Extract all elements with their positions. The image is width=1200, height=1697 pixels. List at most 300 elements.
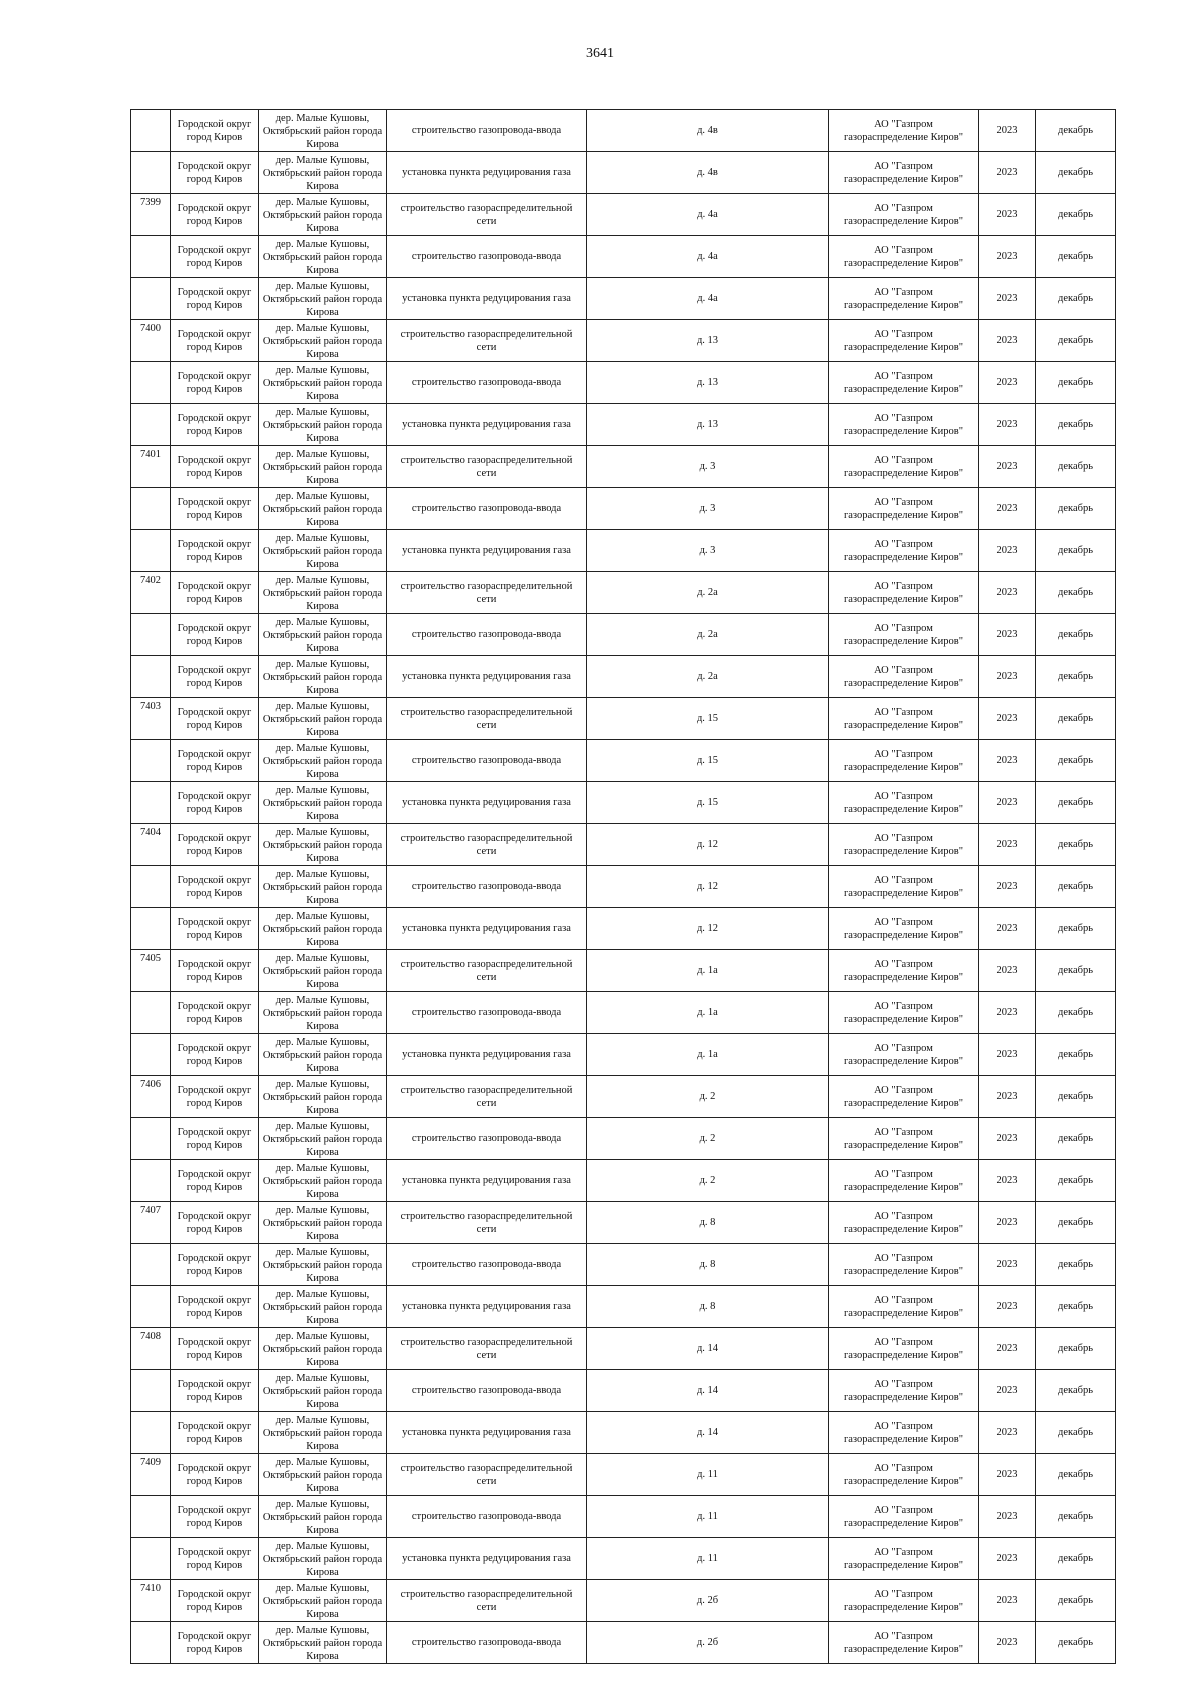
work-type-cell-text: строительство газопровода-ввода xyxy=(411,1637,562,1648)
work-type-cell xyxy=(387,446,587,488)
okrug-cell-text: Городской округ город Киров xyxy=(177,538,252,563)
locality-cell-text: дер. Малые Кушовы, Октябрьский район города Кирова xyxy=(262,1036,383,1074)
okrug-cell xyxy=(171,656,259,698)
year-cell-text: 2023 xyxy=(996,503,1018,514)
row-number-cell xyxy=(131,950,171,992)
executor-cell-text: АО "Газпром газораспределение Киров" xyxy=(843,412,964,437)
house-cell xyxy=(587,698,829,740)
house-cell xyxy=(587,362,829,404)
year-cell-text: 2023 xyxy=(996,335,1018,346)
year-cell-text: 2023 xyxy=(996,545,1018,556)
executor-cell xyxy=(829,488,979,530)
row-number-cell xyxy=(131,1076,171,1118)
table-body xyxy=(131,110,1116,1664)
table-row xyxy=(131,1286,1116,1328)
house-cell-text: д. 13 xyxy=(696,377,719,388)
executor-cell xyxy=(829,1118,979,1160)
locality-cell xyxy=(259,446,387,488)
locality-cell xyxy=(259,698,387,740)
okrug-cell xyxy=(171,1076,259,1118)
month-cell-text: декабрь xyxy=(1058,1427,1093,1438)
locality-cell xyxy=(259,572,387,614)
row-number-cell xyxy=(131,488,171,530)
work-type-cell-text: строительство газопровода-ввода xyxy=(411,1385,562,1396)
locality-cell-text: дер. Малые Кушовы, Октябрьский район города Кирова xyxy=(262,112,383,150)
okrug-cell xyxy=(171,866,259,908)
year-cell xyxy=(979,1496,1036,1538)
house-cell xyxy=(587,572,829,614)
table-row xyxy=(131,1160,1116,1202)
okrug-cell xyxy=(171,1244,259,1286)
house-cell-text: д. 1а xyxy=(697,1049,718,1060)
executor-cell xyxy=(829,236,979,278)
table-row xyxy=(131,1580,1116,1622)
okrug-cell xyxy=(171,1580,259,1622)
executor-cell xyxy=(829,740,979,782)
okrug-cell xyxy=(171,236,259,278)
year-cell xyxy=(979,1622,1036,1664)
locality-cell-text: дер. Малые Кушовы, Октябрьский район города Кирова xyxy=(262,616,383,654)
month-cell-text: декабрь xyxy=(1058,713,1093,724)
month-cell xyxy=(1036,1244,1116,1286)
executor-cell xyxy=(829,908,979,950)
locality-cell xyxy=(259,362,387,404)
work-type-cell-text: установка пункта редуцирования газа xyxy=(402,671,571,682)
executor-cell xyxy=(829,782,979,824)
row-number-cell-text: 7405 xyxy=(140,953,161,964)
table-row xyxy=(131,194,1116,236)
month-cell xyxy=(1036,1160,1116,1202)
okrug-cell-text: Городской округ город Киров xyxy=(177,244,252,269)
year-cell xyxy=(979,236,1036,278)
work-type-cell-text: строительство газораспределительной сети xyxy=(400,1588,573,1613)
okrug-cell-text: Городской округ город Киров xyxy=(177,1588,252,1613)
locality-cell-text: дер. Малые Кушовы, Октябрьский район города Кирова xyxy=(262,910,383,948)
okrug-cell xyxy=(171,1370,259,1412)
executor-cell-text: АО "Газпром газораспределение Киров" xyxy=(843,1252,964,1277)
locality-cell xyxy=(259,908,387,950)
year-cell-text: 2023 xyxy=(996,1259,1018,1270)
month-cell xyxy=(1036,656,1116,698)
month-cell-text: декабрь xyxy=(1058,1595,1093,1606)
row-number-cell xyxy=(131,530,171,572)
okrug-cell xyxy=(171,1034,259,1076)
month-cell-text: декабрь xyxy=(1058,1301,1093,1312)
work-type-cell xyxy=(387,236,587,278)
locality-cell xyxy=(259,1034,387,1076)
year-cell xyxy=(979,1202,1036,1244)
locality-cell-text: дер. Малые Кушовы, Октябрьский район города Кирова xyxy=(262,1624,383,1662)
locality-cell-text: дер. Малые Кушовы, Октябрьский район города Кирова xyxy=(262,868,383,906)
house-cell-text: д. 2а xyxy=(697,587,718,598)
row-number-cell xyxy=(131,1328,171,1370)
month-cell-text: декабрь xyxy=(1058,1175,1093,1186)
locality-cell-text: дер. Малые Кушовы, Октябрьский район города Кирова xyxy=(262,826,383,864)
row-number-cell-text: 7400 xyxy=(140,323,161,334)
locality-cell xyxy=(259,404,387,446)
executor-cell xyxy=(829,572,979,614)
locality-cell-text: дер. Малые Кушовы, Октябрьский район города Кирова xyxy=(262,1582,383,1620)
row-number-cell xyxy=(131,152,171,194)
row-number-cell xyxy=(131,824,171,866)
month-cell-text: декабрь xyxy=(1058,419,1093,430)
okrug-cell-text: Городской округ город Киров xyxy=(177,1210,252,1235)
month-cell xyxy=(1036,446,1116,488)
year-cell-text: 2023 xyxy=(996,965,1018,976)
locality-cell xyxy=(259,1244,387,1286)
work-type-cell-text: строительство газораспределительной сети xyxy=(400,1336,573,1361)
locality-cell xyxy=(259,1538,387,1580)
house-cell xyxy=(587,236,829,278)
locality-cell-text: дер. Малые Кушовы, Октябрьский район города Кирова xyxy=(262,238,383,276)
executor-cell xyxy=(829,1160,979,1202)
executor-cell-text: АО "Газпром газораспределение Киров" xyxy=(843,1504,964,1529)
okrug-cell-text: Городской округ город Киров xyxy=(177,1336,252,1361)
month-cell-text: декабрь xyxy=(1058,125,1093,136)
house-cell xyxy=(587,1202,829,1244)
locality-cell-text: дер. Малые Кушовы, Октябрьский район города Кирова xyxy=(262,280,383,318)
year-cell-text: 2023 xyxy=(996,587,1018,598)
table-row xyxy=(131,488,1116,530)
month-cell-text: декабрь xyxy=(1058,839,1093,850)
locality-cell-text: дер. Малые Кушовы, Октябрьский район города Кирова xyxy=(262,658,383,696)
locality-cell xyxy=(259,1580,387,1622)
month-cell-text: декабрь xyxy=(1058,377,1093,388)
locality-cell xyxy=(259,194,387,236)
work-type-cell xyxy=(387,1412,587,1454)
row-number-cell xyxy=(131,1454,171,1496)
executor-cell xyxy=(829,866,979,908)
month-cell xyxy=(1036,1454,1116,1496)
house-cell-text: д. 4в xyxy=(697,167,718,178)
okrug-cell xyxy=(171,320,259,362)
row-number-cell-text: 7406 xyxy=(140,1079,161,1090)
locality-cell xyxy=(259,866,387,908)
table-row xyxy=(131,1118,1116,1160)
year-cell xyxy=(979,110,1036,152)
row-number-cell-text: 7409 xyxy=(140,1457,161,1468)
okrug-cell-text: Городской округ город Киров xyxy=(177,748,252,773)
executor-cell-text: АО "Газпром газораспределение Киров" xyxy=(843,1462,964,1487)
okrug-cell xyxy=(171,572,259,614)
okrug-cell xyxy=(171,110,259,152)
row-number-cell-text: 7404 xyxy=(140,827,161,838)
year-cell-text: 2023 xyxy=(996,1133,1018,1144)
year-cell xyxy=(979,1160,1036,1202)
okrug-cell-text: Городской округ город Киров xyxy=(177,1294,252,1319)
table-row xyxy=(131,1076,1116,1118)
work-type-cell-text: установка пункта редуцирования газа xyxy=(402,545,571,556)
okrug-cell-text: Городской округ город Киров xyxy=(177,580,252,605)
row-number-cell xyxy=(131,1160,171,1202)
row-number-cell-text: 7410 xyxy=(140,1583,161,1594)
executor-cell-text: АО "Газпром газораспределение Киров" xyxy=(843,1546,964,1571)
year-cell-text: 2023 xyxy=(996,1469,1018,1480)
year-cell-text: 2023 xyxy=(996,1301,1018,1312)
locality-cell xyxy=(259,782,387,824)
year-cell xyxy=(979,1244,1036,1286)
year-cell xyxy=(979,866,1036,908)
month-cell-text: декабрь xyxy=(1058,251,1093,262)
table-row xyxy=(131,1244,1116,1286)
table-row xyxy=(131,1538,1116,1580)
row-number-cell xyxy=(131,1412,171,1454)
okrug-cell-text: Городской округ город Киров xyxy=(177,1546,252,1571)
executor-cell-text: АО "Газпром газораспределение Киров" xyxy=(843,328,964,353)
row-number-cell xyxy=(131,908,171,950)
year-cell-text: 2023 xyxy=(996,293,1018,304)
okrug-cell-text: Городской округ город Киров xyxy=(177,160,252,185)
executor-cell-text: АО "Газпром газораспределение Киров" xyxy=(843,1210,964,1235)
executor-cell-text: АО "Газпром газораспределение Киров" xyxy=(843,748,964,773)
locality-cell xyxy=(259,1496,387,1538)
house-cell xyxy=(587,1160,829,1202)
row-number-cell xyxy=(131,572,171,614)
house-cell-text: д. 8 xyxy=(699,1259,716,1270)
work-type-cell xyxy=(387,1244,587,1286)
okrug-cell xyxy=(171,1412,259,1454)
work-type-cell-text: строительство газопровода-ввода xyxy=(411,881,562,892)
year-cell-text: 2023 xyxy=(996,1595,1018,1606)
executor-cell-text: АО "Газпром газораспределение Киров" xyxy=(843,874,964,899)
year-cell xyxy=(979,320,1036,362)
table-row xyxy=(131,782,1116,824)
month-cell xyxy=(1036,1622,1116,1664)
locality-cell xyxy=(259,488,387,530)
month-cell-text: декабрь xyxy=(1058,209,1093,220)
okrug-cell-text: Городской округ город Киров xyxy=(177,1000,252,1025)
house-cell xyxy=(587,1328,829,1370)
row-number-cell xyxy=(131,1496,171,1538)
year-cell xyxy=(979,1580,1036,1622)
okrug-cell-text: Городской округ город Киров xyxy=(177,1420,252,1445)
work-type-cell-text: строительство газораспределительной сети xyxy=(400,202,573,227)
okrug-cell xyxy=(171,488,259,530)
month-cell xyxy=(1036,1202,1116,1244)
locality-cell-text: дер. Малые Кушовы, Октябрьский район города Кирова xyxy=(262,784,383,822)
month-cell-text: декабрь xyxy=(1058,1133,1093,1144)
executor-cell-text: АО "Газпром газораспределение Киров" xyxy=(843,1084,964,1109)
table-row xyxy=(131,362,1116,404)
house-cell-text: д. 14 xyxy=(696,1385,719,1396)
row-number-cell xyxy=(131,1370,171,1412)
table-row xyxy=(131,110,1116,152)
executor-cell xyxy=(829,992,979,1034)
executor-cell xyxy=(829,1454,979,1496)
work-type-cell-text: установка пункта редуцирования газа xyxy=(402,1301,571,1312)
table-row xyxy=(131,614,1116,656)
month-cell-text: декабрь xyxy=(1058,1049,1093,1060)
house-cell-text: д. 3 xyxy=(699,461,716,472)
year-cell-text: 2023 xyxy=(996,1427,1018,1438)
year-cell xyxy=(979,1412,1036,1454)
work-type-cell xyxy=(387,950,587,992)
locality-cell xyxy=(259,950,387,992)
work-type-cell xyxy=(387,572,587,614)
locality-cell-text: дер. Малые Кушовы, Октябрьский район города Кирова xyxy=(262,1540,383,1578)
month-cell-text: декабрь xyxy=(1058,545,1093,556)
locality-cell-text: дер. Малые Кушовы, Октябрьский район города Кирова xyxy=(262,1204,383,1242)
work-type-cell xyxy=(387,1454,587,1496)
house-cell xyxy=(587,1538,829,1580)
month-cell xyxy=(1036,1034,1116,1076)
table-row xyxy=(131,1202,1116,1244)
executor-cell xyxy=(829,278,979,320)
locality-cell xyxy=(259,236,387,278)
house-cell-text: д. 2 xyxy=(699,1133,716,1144)
year-cell xyxy=(979,950,1036,992)
month-cell xyxy=(1036,782,1116,824)
house-cell-text: д. 1а xyxy=(697,965,718,976)
executor-cell-text: АО "Газпром газораспределение Киров" xyxy=(843,202,964,227)
executor-cell xyxy=(829,1496,979,1538)
month-cell xyxy=(1036,320,1116,362)
locality-cell xyxy=(259,1118,387,1160)
executor-cell xyxy=(829,1244,979,1286)
work-type-cell xyxy=(387,488,587,530)
year-cell xyxy=(979,572,1036,614)
executor-cell xyxy=(829,698,979,740)
okrug-cell-text: Городской округ город Киров xyxy=(177,496,252,521)
year-cell xyxy=(979,698,1036,740)
executor-cell xyxy=(829,824,979,866)
okrug-cell xyxy=(171,1538,259,1580)
row-number-cell xyxy=(131,614,171,656)
executor-cell xyxy=(829,656,979,698)
okrug-cell-text: Городской округ город Киров xyxy=(177,202,252,227)
okrug-cell-text: Городской округ город Киров xyxy=(177,328,252,353)
locality-cell xyxy=(259,1622,387,1664)
house-cell-text: д. 2 xyxy=(699,1091,716,1102)
table-row xyxy=(131,530,1116,572)
table-row xyxy=(131,236,1116,278)
year-cell xyxy=(979,908,1036,950)
house-cell-text: д. 3 xyxy=(699,503,716,514)
work-type-cell-text: строительство газораспределительной сети xyxy=(400,1210,573,1235)
table-row xyxy=(131,992,1116,1034)
month-cell xyxy=(1036,1328,1116,1370)
month-cell xyxy=(1036,1286,1116,1328)
house-cell-text: д. 14 xyxy=(696,1427,719,1438)
work-type-cell-text: строительство газопровода-ввода xyxy=(411,1133,562,1144)
locality-cell-text: дер. Малые Кушовы, Октябрьский район города Кирова xyxy=(262,1414,383,1452)
work-type-cell xyxy=(387,1496,587,1538)
month-cell-text: декабрь xyxy=(1058,1343,1093,1354)
executor-cell xyxy=(829,1538,979,1580)
locality-cell xyxy=(259,992,387,1034)
okrug-cell-text: Городской округ город Киров xyxy=(177,370,252,395)
okrug-cell xyxy=(171,824,259,866)
year-cell xyxy=(979,656,1036,698)
okrug-cell xyxy=(171,740,259,782)
row-number-cell-text: 7403 xyxy=(140,701,161,712)
okrug-cell-text: Городской округ город Киров xyxy=(177,1378,252,1403)
month-cell xyxy=(1036,1412,1116,1454)
year-cell xyxy=(979,740,1036,782)
executor-cell-text: АО "Газпром газораспределение Киров" xyxy=(843,832,964,857)
month-cell-text: декабрь xyxy=(1058,335,1093,346)
work-type-cell-text: строительство газопровода-ввода xyxy=(411,1259,562,1270)
month-cell-text: декабрь xyxy=(1058,1091,1093,1102)
locality-cell xyxy=(259,740,387,782)
table-row xyxy=(131,698,1116,740)
work-type-cell xyxy=(387,1202,587,1244)
locality-cell xyxy=(259,278,387,320)
work-type-cell xyxy=(387,1076,587,1118)
locality-cell-text: дер. Малые Кушовы, Октябрьский район города Кирова xyxy=(262,322,383,360)
work-type-cell xyxy=(387,152,587,194)
month-cell xyxy=(1036,866,1116,908)
month-cell xyxy=(1036,614,1116,656)
work-type-cell-text: строительство газораспределительной сети xyxy=(400,328,573,353)
executor-cell xyxy=(829,1328,979,1370)
house-cell xyxy=(587,1034,829,1076)
month-cell-text: декабрь xyxy=(1058,755,1093,766)
month-cell-text: декабрь xyxy=(1058,587,1093,598)
table-row xyxy=(131,950,1116,992)
work-type-cell-text: строительство газораспределительной сети xyxy=(400,580,573,605)
year-cell-text: 2023 xyxy=(996,839,1018,850)
row-number-cell xyxy=(131,404,171,446)
locality-cell xyxy=(259,1076,387,1118)
work-type-cell xyxy=(387,1286,587,1328)
executor-cell xyxy=(829,1202,979,1244)
work-type-cell xyxy=(387,614,587,656)
month-cell xyxy=(1036,1118,1116,1160)
house-cell xyxy=(587,656,829,698)
executor-cell-text: АО "Газпром газораспределение Киров" xyxy=(843,580,964,605)
month-cell-text: декабрь xyxy=(1058,1007,1093,1018)
work-type-cell xyxy=(387,1622,587,1664)
work-type-cell xyxy=(387,530,587,572)
work-type-cell-text: установка пункта редуцирования газа xyxy=(402,293,571,304)
work-type-cell xyxy=(387,320,587,362)
work-type-cell-text: установка пункта редуцирования газа xyxy=(402,1049,571,1060)
house-cell-text: д. 2б xyxy=(696,1595,719,1606)
house-cell xyxy=(587,194,829,236)
month-cell-text: декабрь xyxy=(1058,1259,1093,1270)
year-cell xyxy=(979,1370,1036,1412)
executor-cell-text: АО "Газпром газораспределение Киров" xyxy=(843,622,964,647)
table-row xyxy=(131,908,1116,950)
house-cell xyxy=(587,320,829,362)
table-row xyxy=(131,824,1116,866)
locality-cell-text: дер. Малые Кушовы, Октябрьский район города Кирова xyxy=(262,700,383,738)
locality-cell-text: дер. Малые Кушовы, Октябрьский район города Кирова xyxy=(262,1498,383,1536)
executor-cell xyxy=(829,194,979,236)
row-number-cell xyxy=(131,1202,171,1244)
work-type-cell-text: строительство газораспределительной сети xyxy=(400,454,573,479)
work-type-cell xyxy=(387,1328,587,1370)
row-number-cell xyxy=(131,1538,171,1580)
locality-cell-text: дер. Малые Кушовы, Октябрьский район города Кирова xyxy=(262,574,383,612)
year-cell xyxy=(979,782,1036,824)
executor-cell-text: АО "Газпром газораспределение Киров" xyxy=(843,1126,964,1151)
year-cell xyxy=(979,362,1036,404)
work-type-cell xyxy=(387,1118,587,1160)
year-cell xyxy=(979,992,1036,1034)
month-cell xyxy=(1036,1370,1116,1412)
year-cell-text: 2023 xyxy=(996,1511,1018,1522)
table-row xyxy=(131,1328,1116,1370)
house-cell-text: д. 15 xyxy=(696,797,719,808)
okrug-cell-text: Городской округ город Киров xyxy=(177,454,252,479)
executor-cell xyxy=(829,152,979,194)
house-cell-text: д. 4а xyxy=(697,293,718,304)
locality-cell xyxy=(259,1412,387,1454)
table-row xyxy=(131,404,1116,446)
executor-cell-text: АО "Газпром газораспределение Киров" xyxy=(843,1000,964,1025)
